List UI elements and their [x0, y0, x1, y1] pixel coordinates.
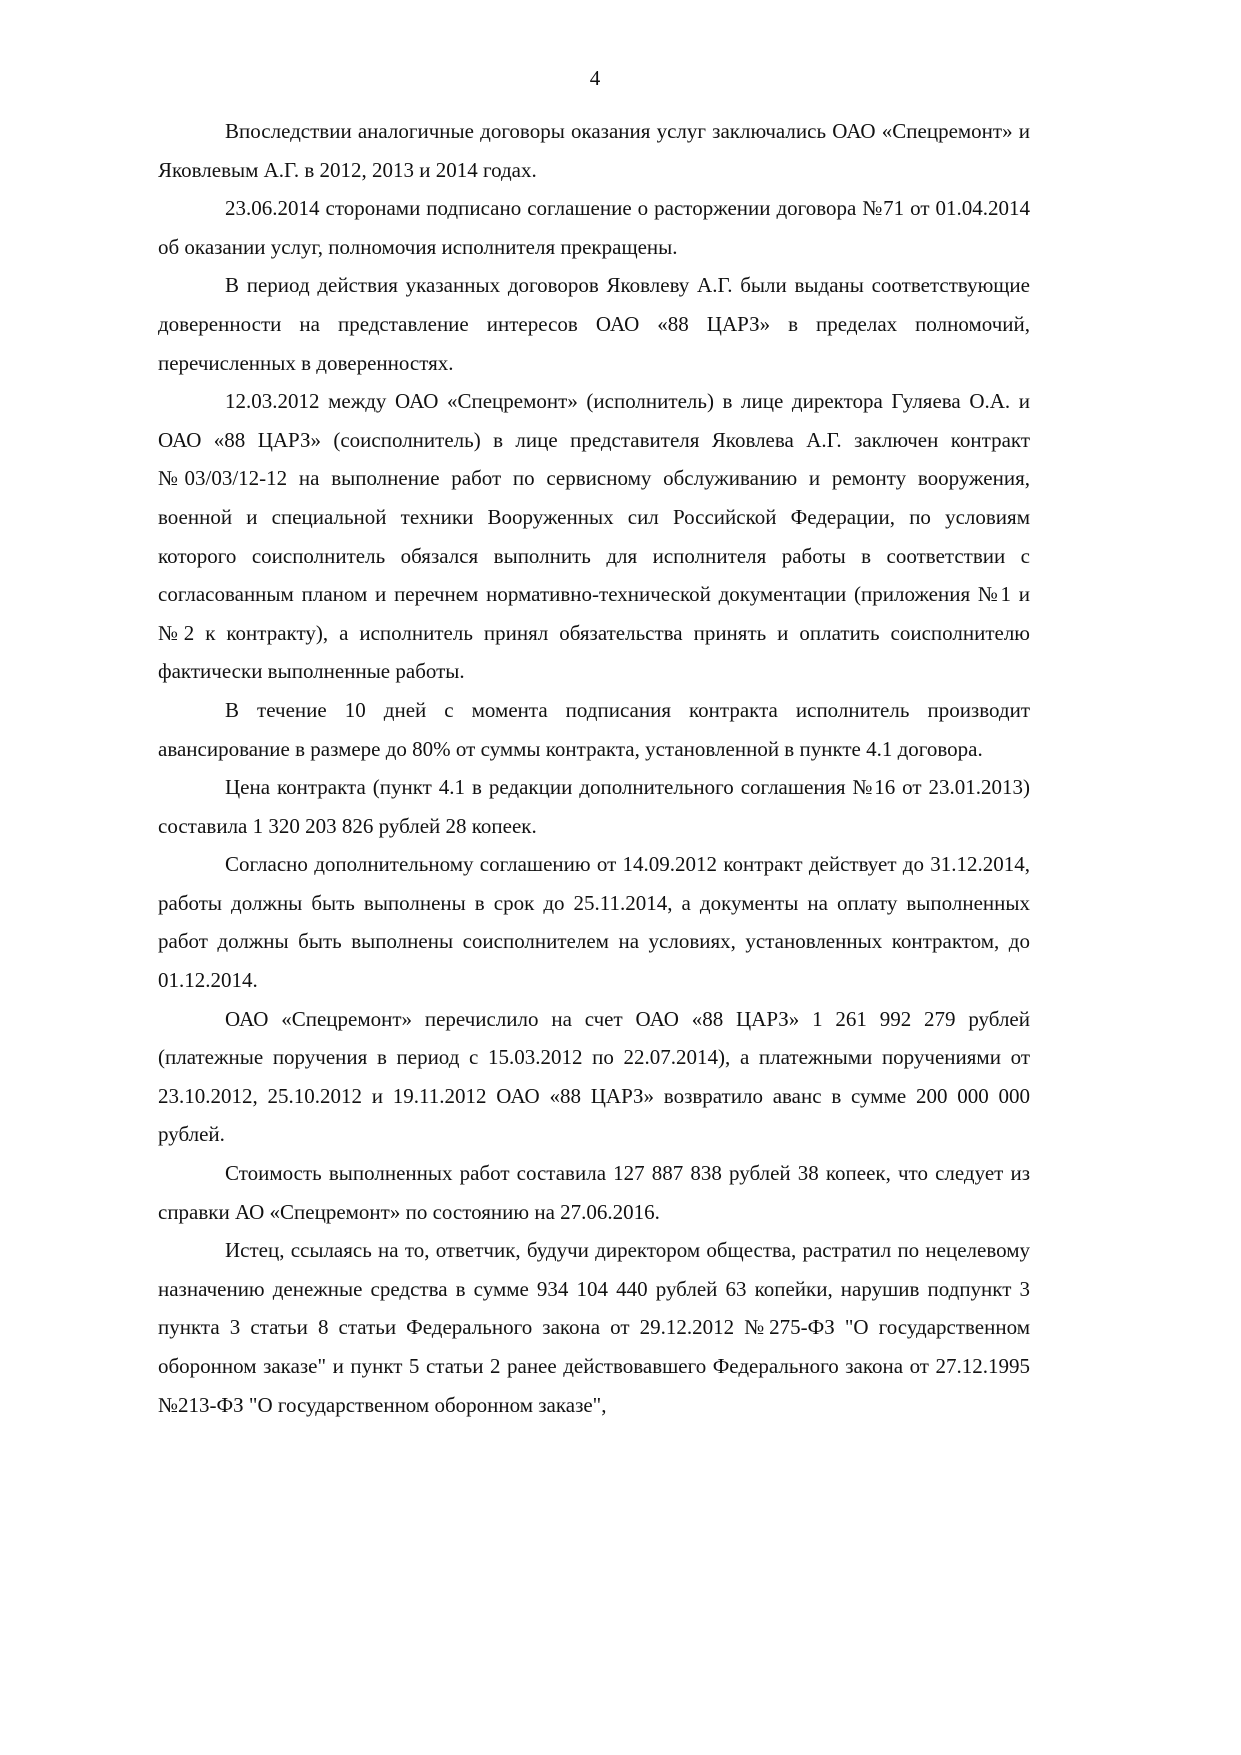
- paragraph-2: 23.06.2014 сторонами подписано соглашение о расторжении договора №71 от 01.04.2014 об оказании услуг, полномочия исполнителя прекращены.: [158, 196, 1030, 259]
- paragraph-8: ОАО «Спецремонт» перечислило на счет ОАО «88 ЦАРЗ» 1 261 992 279 рублей (платежные поручения в период с 15.03.2012 по 22.07.2014), а платежными поручениями от 23.10.2012, 25.10.2012 и 19.11.2012 ОАО «88 ЦАРЗ» возвратило аванс в сумме 200 000 000 рублей.: [158, 1006, 1030, 1147]
- paragraph-10: Истец, ссылаясь на то, ответчик, будучи директором общества, растратил по нецелевому назначению денежные средства в сумме 934 104 440 рублей 63 копейки, нарушив подпункт 3 пункта 3 статьи 8 статьи Федерального закона от 29.12.2012 №275-ФЗ "О государственном оборонном заказе" и пункт 5 статьи 2 ранее действовавшего Федерального закона от 27.12.1995 №213-ФЗ "О государственном оборонном заказе",: [158, 1238, 1030, 1417]
- paragraph-4: 12.03.2012 между ОАО «Спецремонт» (исполнитель) в лице директора Гуляева О.А. и ОАО «88 ЦАРЗ» (соисполнитель) в лице представителя Яковлева А.Г. заключен контракт №03/03/12-12 на выполнение работ по сервисному обслуживанию и ремонту вооружения, военной и специальной техники Вооруженных сил Российской Федерации, по условиям которого соисполнитель обязался выполнить для исполнителя работы в соответствии с согласованным планом и перечнем нормативно-технической документации (приложения №1 и №2 к контракту), а исполнитель принял обязательства принять и оплатить соисполнителю фактически выполненные работы.: [158, 389, 1030, 684]
- page-number: 4: [589, 66, 601, 90]
- paragraph-5: В течение 10 дней с момента подписания контракта исполнитель производит авансирование в размере до 80% от суммы контракта, установленной в пункте 4.1 договора.: [158, 697, 1030, 761]
- paragraph-3: В период действия указанных договоров Яковлеву А.Г. были выданы соответствующие доверенности на представление интересов ОАО «88 ЦАРЗ» в пределах полномочий, перечисленных в доверенностях.: [158, 273, 1030, 375]
- document-body: [158, 112, 1030, 1424]
- paragraph-7: Согласно дополнительному соглашению от 14.09.2012 контракт действует до 31.12.2014, работы должны быть выполнены в срок до 25.11.2014, а документы на оплату выполненных работ должны быть выполнены соисполнителем на условиях, установленных контрактом, до 01.12.2014.: [158, 852, 1030, 993]
- paragraph-9: Стоимость выполненных работ составила 127 887 838 рублей 38 копеек, что следует из справки АО «Спецремонт» по состоянию на 27.06.2016.: [158, 1161, 1030, 1224]
- paragraph-1: Впоследствии аналогичные договоры оказания услуг заключались ОАО «Спецремонт» и Яковлевым А.Г. в 2012, 2013 и 2014 годах.: [158, 119, 1030, 182]
- paragraph-6: Цена контракта (пункт 4.1 в редакции дополнительного соглашения №16 от 23.01.2013) составила 1 320 203 826 рублей 28 копеек.: [158, 775, 1030, 838]
